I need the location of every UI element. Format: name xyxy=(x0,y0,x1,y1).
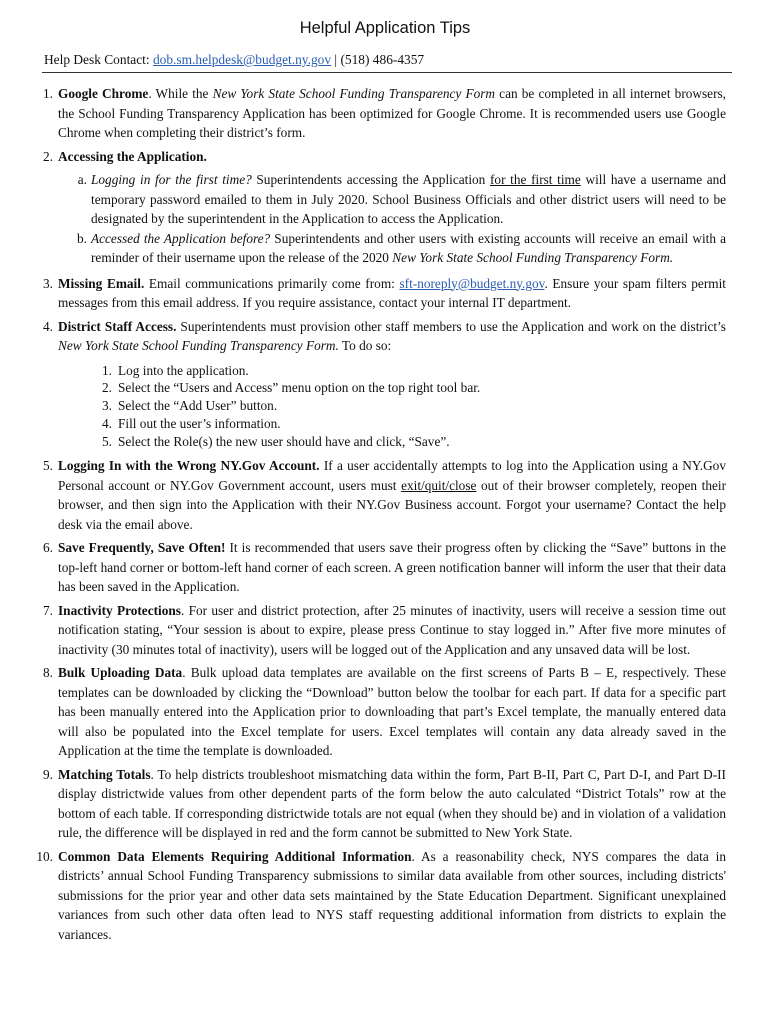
tip-number: 5. xyxy=(43,458,53,474)
tip-item-3 xyxy=(34,274,726,313)
tip-item-10 xyxy=(34,847,726,945)
tip-number: 1. xyxy=(43,86,53,101)
tip-item-1 xyxy=(34,84,726,143)
tip-text: . As a reasonability check, NYS compares the data in districts’ annual School Funding Transparency submissions to similar data available from other sources, including districts' submissions for the prior year and other data sets maintained by the State Education Department. Significant unexplained variances from such other data often lead to NYS staff requesting additional information from districts to explain the variances. xyxy=(58,848,727,942)
list-item xyxy=(102,379,726,397)
step-number: 2. xyxy=(102,380,112,396)
tip-number: 2. xyxy=(43,148,53,164)
subitem-letter: b. xyxy=(77,230,87,246)
tip-item-5 xyxy=(34,456,726,534)
tip-item-2 xyxy=(34,147,726,167)
tip-number: 6. xyxy=(43,540,53,556)
step-text: Select the “Add User” button. xyxy=(118,398,278,414)
tip-number: 3. xyxy=(43,275,53,291)
tip-text: Email communications primarily come from: xyxy=(144,275,400,291)
tip-italic: Accessed the Application before? xyxy=(91,230,271,246)
contact-label: Help Desk Contact: xyxy=(44,52,153,67)
tip-text: will have a username and temporary password emailed to them in July 2020. School Business Officials and other district users will need to be designated by the superintendent in the Application to access the Application. xyxy=(91,172,726,226)
tip-italic: New York State School Funding Transparency Form xyxy=(212,86,496,101)
subitem-letter: a. xyxy=(77,172,87,187)
tip-heading: Bulk Uploading Data xyxy=(58,665,183,681)
tip-heading: Inactivity Protections xyxy=(58,602,181,618)
tip-text: . Bulk upload data templates are available on the first screens of Parts B – E, respectively. These templates can be downloaded by clicking the “Download” button below the toolbar for each part. If data for a specific part has been manually entered into the Application prior to downloading that part’s Excel template, the manually entered data will also be populated into the Excel template for users. Excel templates will contain any data already saved in the Application at the time the template is downloaded. xyxy=(58,665,727,759)
tip-italic: Logging in for the first time? xyxy=(91,172,252,187)
tip-text: If a user accidentally attempts to log into the Application using a NY.Gov Personal account or NY.Gov Government account, users must xyxy=(58,458,726,493)
step-number: 5. xyxy=(102,433,112,449)
tip-text: . To help districts troubleshoot mismatching data within the form, Part B-II, Part C, Part D-I, and Part D-II display districtwide values from other dependent parts of the form below the auto calculated “District Totals” row at the bottom of each table. If corresponding districtwide totals are not equal (when they should be) and in violation of a validation rule, the difference will be displayed in red and the form cannot be submitted to New York State. xyxy=(58,766,726,841)
tip-number: 9. xyxy=(43,766,53,782)
tip-heading: District Staff Access. xyxy=(58,318,177,334)
tip-item-4 xyxy=(34,317,726,451)
list-item xyxy=(102,362,726,380)
tip-heading: Logging In with the Wrong NY.Gov Account. xyxy=(58,458,320,474)
tip-text: can be completed in all internet browsers, the School Funding Transparency Application has been optimized for Google Chrome. It is recommended users use Google Chrome when completing their district’s form. xyxy=(58,86,727,140)
step-text: Select the Role(s) the new user should have and click, “Save”. xyxy=(118,433,450,449)
tip-text: . For user and district protection, after 25 minutes of inactivity, users will receive a session time out notification stating, “Your session is about to expire, please press Continue to stay logged in.” After five more minutes of inactivity (30 minutes total of inactivity), users will be logged out of the Application and any unsaved data will be lost. xyxy=(58,602,726,657)
tip-text: Superintendents accessing the Application xyxy=(251,172,490,187)
tip-heading: Google Chrome xyxy=(58,86,149,101)
tip-item-6 xyxy=(34,538,726,597)
tip-text: . Ensure your spam filters permit messages from this email address. If you require assistance, contact your internal IT department. xyxy=(58,275,726,310)
tip-underline: exit/quit/close xyxy=(401,477,477,493)
list-item xyxy=(102,433,726,451)
list-item xyxy=(102,415,726,433)
list-item xyxy=(102,397,726,415)
tip-text: out of their browser completely, reopen their browser, and then sign into the Application with their NY.Gov Business account. Forgot your username? Contact the help desk via the email above. xyxy=(58,477,726,532)
step-text: Fill out the user’s information. xyxy=(118,415,281,431)
access-steps-list xyxy=(58,362,726,451)
tip-item-9 xyxy=(34,765,726,843)
tip-text: It is recommended that users save their progress often by clicking the “Save” buttons in the top-left hand corner or bottom-left hand corner of each screen. A green notification banner will inform the user that their data has been saved in the Application. xyxy=(58,540,727,595)
contact-separator: | xyxy=(331,52,341,67)
step-number: 3. xyxy=(102,398,112,414)
noreply-email-link[interactable]: sft-noreply@budget.ny.gov xyxy=(399,275,545,291)
tip-number: 4. xyxy=(43,318,53,334)
tip-item-8 xyxy=(34,663,726,761)
tip-subitem-a xyxy=(34,170,726,229)
tip-number: 8. xyxy=(43,665,53,681)
tip-subitem-b xyxy=(34,229,726,268)
tip-heading: Matching Totals xyxy=(58,766,151,782)
step-text: Log into the application. xyxy=(118,362,249,378)
tip-text: To do so: xyxy=(338,338,392,353)
header-divider xyxy=(42,72,732,73)
tip-italic: New York State School Funding Transparency Form. xyxy=(392,250,674,265)
tip-underline: for the first time xyxy=(490,172,581,187)
tip-text: Superintendents must provision other staff members to use the Application and work on the district’s xyxy=(176,318,726,334)
tips-list xyxy=(34,84,726,948)
step-number: 1. xyxy=(102,362,112,378)
tip-heading: Accessing the Application. xyxy=(58,148,207,164)
help-desk-contact xyxy=(44,52,734,68)
step-number: 4. xyxy=(102,415,112,431)
tip-number: 10. xyxy=(36,848,53,864)
tip-heading: Missing Email. xyxy=(58,275,145,291)
tip-heading: Save Frequently, Save Often! xyxy=(58,540,226,556)
tip-number: 7. xyxy=(43,602,53,618)
tip-heading: Common Data Elements Requiring Additional Information xyxy=(58,848,412,864)
help-desk-email-link[interactable]: dob.sm.helpdesk@budget.ny.gov xyxy=(152,52,332,67)
help-desk-phone: (518) 486-4357 xyxy=(340,52,425,67)
step-text: Select the “Users and Access” menu option on the top right tool bar. xyxy=(118,380,481,396)
tip-text: Superintendents and other users with existing accounts will receive an email with a reminder of their username upon the release of the 2020 xyxy=(91,230,726,265)
tip-text: . While the xyxy=(148,86,213,101)
tip-item-7 xyxy=(34,601,726,660)
page-title: Helpful Application Tips xyxy=(299,19,471,37)
tip-italic: New York State School Funding Transparency Form. xyxy=(58,338,339,353)
